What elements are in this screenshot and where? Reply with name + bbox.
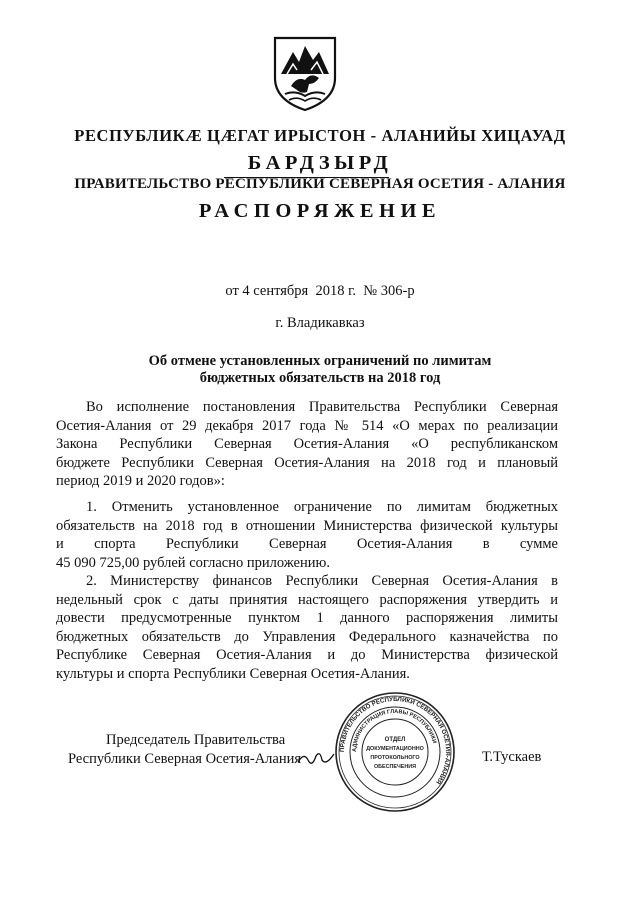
text-line: культуры и спорта Республики Северная Осетия-Алания. (56, 665, 410, 682)
text-line: Во исполнение постановления Правительства Республики Северная (86, 399, 558, 415)
government-title-russian: ПРАВИТЕЛЬСТВО РЕСПУБЛИКИ СЕВЕРНАЯ ОСЕТИЯ - АЛАНИЯ (74, 176, 566, 192)
text-line: довести предусмотренные пунктом 1 данного распоряжения лимиты (56, 610, 558, 626)
seal-center-line: ОТДЕЛ (384, 737, 406, 743)
text-line: 2. Министерству финансов Республики Северная Осетия-Алания в (86, 573, 558, 589)
order-item-1 (56, 498, 558, 572)
text-line: период 2019 и 2020 годов»: (56, 473, 225, 489)
seal-inner-text: АДМИНИСТРАЦИЯ ГЛАВЫ РЕСПУБЛИКИ (351, 708, 437, 753)
position-line: Республики Северная Осетия-Алания (68, 750, 302, 767)
document-type-ossetian: БАРДЗЫРД (247, 152, 393, 174)
preamble-paragraph (56, 398, 558, 491)
text-line: Закона Республики Северная Осетия-Алания «О республиканском (56, 436, 558, 452)
seal-center-line: ОБЕСПЕЧЕНИЯ (373, 764, 417, 770)
document-subject (0, 353, 640, 387)
text-line: обязательств на 2018 год в отношении Министерства физической культуры (56, 517, 558, 534)
city: г. Владикавказ (275, 315, 365, 331)
coat-of-arms-icon (271, 34, 339, 112)
text-line: недельный срок с даты принятия настоящего распоряжения утвердить и (56, 591, 558, 608)
signatory-position (68, 731, 302, 768)
date-and-number (0, 283, 640, 300)
text-line: Осетия-Алания от 29 декабря 2017 года № 514 «О мерах по реализации (56, 417, 558, 434)
text-line: 1. Отменить установленное ограничение по лимитам бюджетных (86, 499, 558, 515)
document-number: 306-р (380, 283, 415, 299)
subject-line: бюджетных обязательств на 2018 год (199, 370, 441, 386)
text-line: и спорта Республики Северная Осетия-Алания в сумме (56, 536, 558, 552)
handwritten-signature (296, 748, 336, 770)
document-date: 4 сентября 2018 г. (242, 283, 357, 299)
republic-title-ossetian: РЕСПУБЛИКӔ ЦӔГАТ ИРЫСТОН - АЛАНИЙЫ ХИЦАУАД (74, 126, 566, 145)
text-line: бюджетных обязательств до Управления Федерального казначейства по (56, 628, 558, 645)
official-seal (333, 690, 457, 814)
seal-center-line: ДОКУМЕНТАЦИОННО (366, 746, 424, 752)
order-item-2 (56, 572, 558, 683)
signatory-name: Т.Тускаев (482, 749, 542, 765)
subject-line: Об отмене установленных ограничений по лимитам (148, 353, 492, 369)
date-prefix: от (225, 283, 239, 299)
number-prefix: № (363, 283, 378, 299)
document-type-russian: РАСПОРЯЖЕНИЕ (198, 200, 442, 222)
text-line: 45 090 725,00 рублей согласно приложению. (56, 554, 330, 571)
text-line: бюджете Республики Северная Осетия-Алания на 2018 год и плановый (56, 454, 558, 471)
text-line: Республике Северная Осетия-Алания и до Министерства физической (56, 647, 558, 663)
seal-outer-text: ПРАВИТЕЛЬСТВО РЕСПУБЛИКИ СЕВЕРНАЯ ОСЕТИЯ-АЛАНИЯ (338, 695, 452, 786)
seal-center-line: ПРОТОКОЛЬНОГО (370, 755, 420, 761)
position-line: Председатель Правительства (106, 732, 286, 748)
